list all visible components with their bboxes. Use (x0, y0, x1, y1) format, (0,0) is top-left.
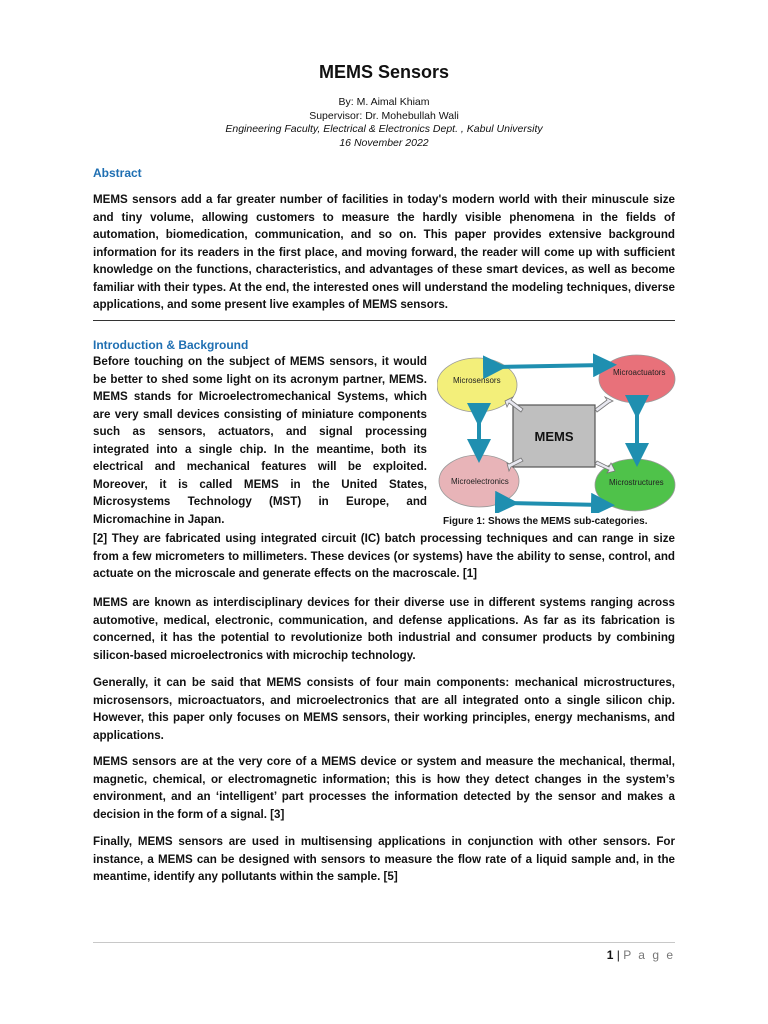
date-line: 16 November 2022 (339, 137, 429, 149)
page-number-value: 1 (606, 948, 614, 962)
abstract-text: MEMS sensors add a far greater number of facilities in today's modern world with their minuscule size and tiny volume, allowing customers to measure the hardly visible phenomena in the fields of automation, biomedication, communication, and so on. This paper provides extensive background information for its readers in the first place, and moving forward, the reader will come up with sufficient knowledge on the functions, characteristics, and advantages of these smart devices, as well as become familiar with their types. At the end, the interested ones will understand the modeling techniques, diverse applications, and some present live examples of MEMS sensors. (93, 193, 675, 311)
microactuators-node (599, 355, 675, 403)
arrow-top (495, 365, 605, 367)
mems-diagram (437, 353, 677, 513)
abstract-divider (93, 320, 675, 321)
supervisor-line: Supervisor: Dr. Mohebullah Wali (309, 110, 459, 122)
author-line: By: M. Aimal Khiam (338, 96, 430, 108)
arrow-diag-tr (595, 397, 613, 412)
page-number (607, 948, 675, 962)
paper-title: MEMS Sensors (318, 62, 450, 82)
microsensors-label: Microsensors (453, 376, 501, 385)
affiliation-line: Engineering Faculty, Electrical & Electronics Dept. , Kabul University (225, 123, 543, 135)
page-separator: | (616, 948, 620, 962)
center-label: MEMS (534, 429, 574, 444)
intro-continued: [2] They are fabricated using integrated circuit (IC) batch processing techniques and can range in size from a few micrometers to millimeters. These devices (or systems) have the ability to sense, control, and actuate on the microscale and generate effects on the macroscale. [1] (93, 532, 675, 580)
microactuators-label: Microactuators (613, 368, 666, 377)
intro-heading: Introduction & Background (93, 338, 249, 352)
arrow-bottom (507, 503, 603, 505)
abstract-heading: Abstract (93, 166, 142, 180)
intro-paragraph-3: Generally, it can be said that MEMS consists of four main components: mechanical microstructures, microsensors, microactuators, and microelectronics that are all integrated onto a single silicon chip. However, this paper only focuses on MEMS sensors, their working principles, energy mechanisms, and applications. (93, 676, 675, 742)
microstructures-label: Microstructures (609, 478, 664, 487)
intro-side-text: Before touching on the subject of MEMS sensors, it would be better to shed some light on its acronym partner, MEMS. MEMS stands for Microelectromechanical Systems, which are very small devices consisting of miniature components such as sensors, actuators, and signal processing integrated into a single chip. In the meantime, both its electrical and mechanical features will be exploited. Moreover, it is called MEMS in the United States, Microsystems Technology (MST) in Europe, and Micromachine in Japan. (93, 355, 427, 526)
intro-paragraph-4: MEMS sensors are at the very core of a MEMS device or system and measure the mechanical, thermal, magnetic, chemical, or electromagnetic information; this is how they detect changes in the system’s environment, and an ‘intelligent’ part processes the information detected by the sensor and makes a decision in the form of a signal. [3] (93, 755, 675, 821)
microelectronics-label: Microelectronics (451, 477, 509, 486)
intro-paragraph-2: MEMS are known as interdisciplinary devices for their diverse use in different systems ranging across automotive, medical, electronic, communication, and defense applications. As far as its fabrication is concerned, it has the potential to revolutionize both industrial and consumer products by combining silicon-based microelectronics with microchip technology. (93, 596, 675, 662)
footer-divider (93, 942, 675, 943)
page-label: P a g e (623, 948, 675, 962)
figure-caption: Figure 1: Shows the MEMS sub-categories. (443, 516, 648, 527)
intro-paragraph-5: Finally, MEMS sensors are used in multisensing applications in conjunction with other sensors. For instance, a MEMS can be designed with sensors to measure the flow rate of a liquid sample and, in the meantime, identify any pollutants within the sample. [5] (93, 835, 675, 883)
